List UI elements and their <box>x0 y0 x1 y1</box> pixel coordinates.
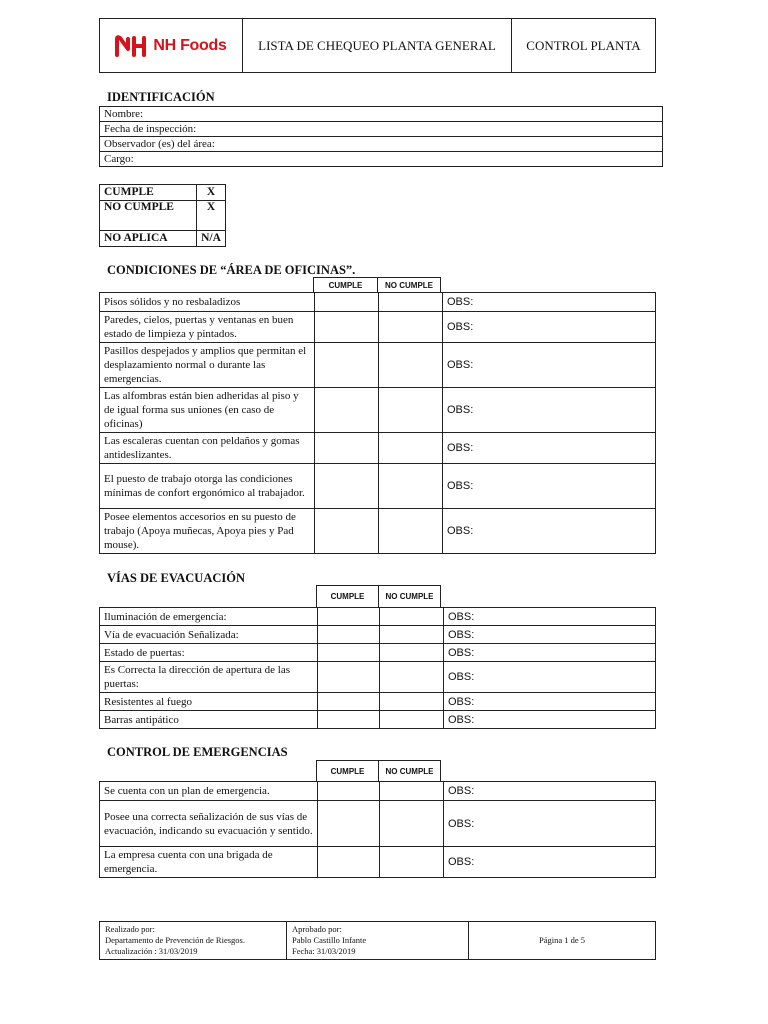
approved-by: Pablo Castillo Infante <box>292 935 367 945</box>
document-area: CONTROL PLANTA <box>512 19 656 73</box>
approved-label: Aprobado por: <box>292 924 342 934</box>
footer-made-by <box>100 922 287 960</box>
updated-date: Actualización : 31/03/2019 <box>105 946 198 956</box>
item-description: Estado de puertas: <box>100 644 318 662</box>
made-by-label: Realizado por: <box>105 924 155 934</box>
no-cumple-cell[interactable] <box>380 662 444 693</box>
legend-label: NO APLICA <box>100 231 197 247</box>
col-cumple: CUMPLE <box>317 761 379 782</box>
no-cumple-cell[interactable] <box>379 433 443 464</box>
item-description: Resistentes al fuego <box>100 693 318 711</box>
checklist-table <box>99 292 656 554</box>
obs-cell[interactable]: OBS: <box>444 608 656 626</box>
legend-mark: X <box>197 185 226 201</box>
logo-text: NH Foods <box>153 36 227 54</box>
logo-cell <box>100 19 243 73</box>
col-cumple: CUMPLE <box>317 586 379 608</box>
cumple-cell[interactable] <box>315 464 379 509</box>
no-cumple-cell[interactable] <box>380 644 444 662</box>
legend-label: NO CUMPLE <box>100 201 197 231</box>
item-description: Es Correcta la dirección de apertura de las puertas: <box>100 662 318 693</box>
no-cumple-cell[interactable] <box>380 693 444 711</box>
col-no-cumple: NO CUMPLE <box>379 586 441 608</box>
cumple-cell[interactable] <box>318 608 380 626</box>
company-logo <box>104 35 238 57</box>
item-description: Posee elementos accesorios en su puesto de trabajo (Apoya muñecas, Apoya pies y Pad mouse). <box>100 509 315 554</box>
item-description: Paredes, cielos, puertas y ventanas en buen estado de limpieza y pintados. <box>100 312 315 343</box>
field-position[interactable]: Cargo: <box>100 152 663 167</box>
page-number: Página 1 de 5 <box>469 922 656 960</box>
cumple-cell[interactable] <box>318 711 380 729</box>
item-description: Las alfombras están bien adheridas al piso y de igual forma sus uniones (en caso de oficinas) <box>100 388 315 433</box>
nh-logo-icon <box>115 35 147 57</box>
document-footer <box>99 921 656 960</box>
item-description: Las escaleras cuentan con peldaños y gomas antideslizantes. <box>100 433 315 464</box>
column-header <box>313 277 441 293</box>
item-description: Vía de evacuación Señalizada: <box>100 626 318 644</box>
no-cumple-cell[interactable] <box>380 711 444 729</box>
cumple-cell[interactable] <box>318 626 380 644</box>
item-description: Posee una correcta señalización de sus vías de evacuación, indicando su evacuación y sentido. <box>100 801 318 847</box>
no-cumple-cell[interactable] <box>379 312 443 343</box>
no-cumple-cell[interactable] <box>380 608 444 626</box>
obs-cell[interactable]: OBS: <box>443 388 656 433</box>
obs-cell[interactable]: OBS: <box>443 312 656 343</box>
item-description: Barras antipático <box>100 711 318 729</box>
obs-cell[interactable]: OBS: <box>444 626 656 644</box>
no-cumple-cell[interactable] <box>379 343 443 388</box>
column-header <box>316 585 441 608</box>
checklist-table <box>99 607 656 729</box>
item-description: La empresa cuenta con una brigada de emergencia. <box>100 847 318 878</box>
cumple-cell[interactable] <box>318 847 380 878</box>
obs-cell[interactable]: OBS: <box>444 801 656 847</box>
cumple-cell[interactable] <box>318 801 380 847</box>
obs-cell[interactable]: OBS: <box>443 433 656 464</box>
no-cumple-cell[interactable] <box>379 509 443 554</box>
obs-cell[interactable]: OBS: <box>443 293 656 312</box>
cumple-cell[interactable] <box>318 693 380 711</box>
cumple-cell[interactable] <box>318 644 380 662</box>
legend-mark: N/A <box>197 231 226 247</box>
cumple-cell[interactable] <box>315 433 379 464</box>
document-title: LISTA DE CHEQUEO PLANTA GENERAL <box>243 19 512 73</box>
no-cumple-cell[interactable] <box>380 801 444 847</box>
footer-approved <box>287 922 469 960</box>
checklist-table <box>99 781 656 878</box>
obs-cell[interactable]: OBS: <box>444 644 656 662</box>
col-no-cumple: NO CUMPLE <box>379 761 441 782</box>
obs-cell[interactable]: OBS: <box>444 662 656 693</box>
cumple-cell[interactable] <box>315 388 379 433</box>
identification-table <box>99 106 663 167</box>
obs-cell[interactable]: OBS: <box>443 509 656 554</box>
no-cumple-cell[interactable] <box>380 847 444 878</box>
cumple-cell[interactable] <box>315 312 379 343</box>
item-description: Se cuenta con un plan de emergencia. <box>100 782 318 801</box>
col-no-cumple: NO CUMPLE <box>378 278 441 293</box>
obs-cell[interactable]: OBS: <box>444 782 656 801</box>
obs-cell[interactable]: OBS: <box>444 693 656 711</box>
field-inspection-date[interactable]: Fecha de inspección: <box>100 122 663 137</box>
legend-label: CUMPLE <box>100 185 197 201</box>
item-description: El puesto de trabajo otorga las condiciones mínimas de confort ergonómico al trabajador. <box>100 464 315 509</box>
legend-table <box>99 184 226 247</box>
legend-mark: X <box>197 201 226 231</box>
cumple-cell[interactable] <box>315 343 379 388</box>
no-cumple-cell[interactable] <box>380 782 444 801</box>
cumple-cell[interactable] <box>315 509 379 554</box>
section-title: CONTROL DE EMERGENCIAS <box>107 745 288 759</box>
identification-title: IDENTIFICACIÓN <box>107 90 215 104</box>
field-name[interactable]: Nombre: <box>100 107 663 122</box>
approved-date: Fecha: 31/03/2019 <box>292 946 356 956</box>
no-cumple-cell[interactable] <box>380 626 444 644</box>
column-header <box>316 760 441 782</box>
no-cumple-cell[interactable] <box>379 388 443 433</box>
cumple-cell[interactable] <box>318 662 380 693</box>
obs-cell[interactable]: OBS: <box>444 711 656 729</box>
cumple-cell[interactable] <box>318 782 380 801</box>
obs-cell[interactable]: OBS: <box>443 464 656 509</box>
field-observer[interactable]: Observador (es) del área: <box>100 137 663 152</box>
col-cumple: CUMPLE <box>314 278 378 293</box>
no-cumple-cell[interactable] <box>379 293 443 312</box>
made-by-value: Departamento de Prevención de Riesgos. <box>105 935 245 945</box>
no-cumple-cell[interactable] <box>379 464 443 509</box>
obs-cell[interactable]: OBS: <box>443 343 656 388</box>
document-header <box>99 18 656 73</box>
item-description: Pasillos despejados y amplios que permitan el desplazamiento normal o durante las emergencias. <box>100 343 315 388</box>
section-title: CONDICIONES DE “ÁREA DE OFICINAS”. <box>107 263 356 277</box>
section-title: VÍAS DE EVACUACIÓN <box>107 571 245 585</box>
obs-cell[interactable]: OBS: <box>444 847 656 878</box>
item-description: Pisos sólidos y no resbaladizos <box>100 293 315 312</box>
item-description: Iluminación de emergencia: <box>100 608 318 626</box>
cumple-cell[interactable] <box>315 293 379 312</box>
